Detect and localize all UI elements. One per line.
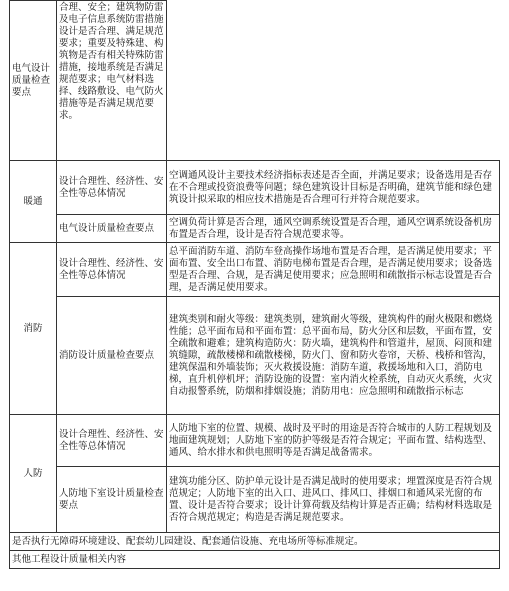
civil-sub2-cell: 人防地下室设计质量检查要点 (57, 467, 167, 533)
hvac-sub1-cell: 设计合理性、经济性、安全性等总体情况 (57, 161, 167, 215)
footer-line-1: 是否执行无障碍环境建设、配套幼儿园建设、配套通信设施、充电场所等标准规定。 (10, 533, 500, 551)
table-row-footer-1 (10, 533, 500, 551)
electrical-content-cell: 合理、安全；建筑物防雷及电子信息系统防雷措施设计是否合理、满足规范要求；重要及特殊建、构筑物是否有相关特殊防雷措施，接地系统是否满足规范要求；电气材料选择、线路敷设、电气防火措施等是否满足规范要求。 (57, 1, 167, 161)
table-row-footer-2 (10, 551, 500, 569)
hvac-category-cell: 暖通 (10, 161, 57, 243)
footer-line-2: 其他工程设计质量相关内容 (10, 551, 500, 569)
table-row-civil-general (10, 415, 500, 467)
electrical-empty-cell (167, 1, 500, 161)
table-row-hvac-check (10, 215, 500, 243)
table-row-fire-general (10, 243, 500, 297)
electrical-category-cell: 电气设计质量检查要点 (10, 1, 57, 161)
fire-content1-cell: 总平面消防车道、消防车登高操作场地布置是否合理，是否满足使用要求；平面布置、安全出口布置、消防电梯布置是否合理，是否满足使用要求；设备选型是否合理、合规，是否满足使用要求；应急照明和疏散指示标志设置是否合理，是否满足使用要求。 (167, 243, 500, 297)
fire-category-cell: 消防 (10, 243, 57, 415)
table-row-electrical (10, 1, 500, 161)
civil-category-cell: 人防 (10, 415, 57, 533)
table-row-civil-check (10, 467, 500, 533)
hvac-content1-cell: 空调通风设计主要技术经济指标表述是否全面，并满足要求；设备选用是否存在不合理或投资浪费等问题；绿色建筑设计目标是否明确，建筑节能和绿色建筑设计拟采取的相应技术措施是否合理可行并符合规范要求。 (167, 161, 500, 215)
hvac-sub2-cell: 电气设计质量检查要点 (57, 215, 167, 243)
civil-sub1-cell: 设计合理性、经济性、安全性等总体情况 (57, 415, 167, 467)
civil-content2-cell: 建筑功能分区、防护单元设计是否满足战时的使用要求；埋置深度是否符合规范规定；人防地下室的出入口、进风口、排风口、排烟口和通风采光窗的布置、设计是否符合要求；设计计算荷载及结构计算是否正确；结构材料选取是否符合规范规定；构造是否满足规范要求。 (167, 467, 500, 533)
fire-sub2-cell: 消防设计质量检查要点 (57, 297, 167, 415)
table-row-fire-check (10, 297, 500, 415)
fire-sub1-cell: 设计合理性、经济性、安全性等总体情况 (57, 243, 167, 297)
fire-content2-cell: 建筑类别和耐火等级：建筑类别，建筑耐火等级，建筑构件的耐火极限和燃烧性能；总平面布局和平面布置：总平面布局，防火分区和层数，平面布置，安全疏散和避难；建筑构造防火：防火墙，建筑构件和管道井，屋顶、闷顶和建筑缝隙，疏散楼梯和疏散楼梯，防火门、窗和防火卷帘，天桥、栈桥和管沟，建筑保温和外墙装饰；灭火救援设施：消防车道，救援场地和入口，消防电梯，直升机停机坪；消防设施的设置：室内消火栓系统，自动灭火系统，火灾自动报警系统，防烟和排烟设施；消防用电：应急照明和疏散指示标志 (167, 297, 500, 415)
civil-content1-cell: 人防地下室的位置、规模、战时及平时的用途是否符合城市的人防工程规划及地面建筑规划；人防地下室的防护等级是否符合规定；平面布置、结构选型、通风、给水排水和供电照明等是否满足战备需求。 (167, 415, 500, 467)
hvac-content2-cell: 空调负荷计算是否合理，通风空调系统设置是否合理，通风空调系统设备机房布置是否合理，设计是否符合规范要求等。 (167, 215, 500, 243)
design-quality-table (9, 0, 500, 569)
table-row-hvac-general (10, 161, 500, 215)
